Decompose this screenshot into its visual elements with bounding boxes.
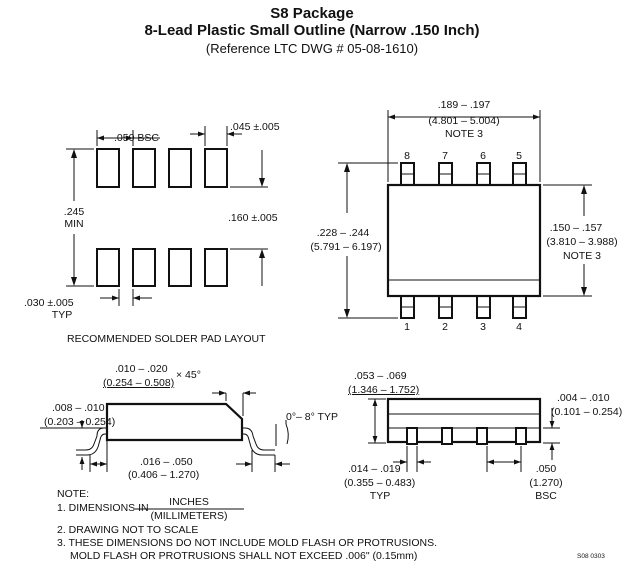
pad-width-label: .045 ±.005 [230,121,280,133]
package-body [388,185,540,296]
pad [169,149,191,187]
pad-pitch-label: .050 BSC [114,132,159,144]
lead-width-mm-label: (0.355 – 0.483) [344,477,416,489]
notes-heading: NOTE: [57,488,90,500]
drawing-code: S08 0303 [577,553,605,560]
reference-drawing: (Reference LTC DWG # 05-08-1610) [205,41,419,56]
page-title: S8 Package [270,5,354,22]
note-3a: 3. THESE DIMENSIONS DO NOT INCLUDE MOLD FLASH OR PROTRUSIONS. [57,537,438,549]
chamfer-angle-label: × 45° [176,369,201,381]
pad [205,149,227,187]
lead [442,428,452,444]
width-in-label: .228 – .244 [316,227,370,239]
chamfer-in-label: .010 – .020 [115,363,168,375]
pin-label: 8 [404,150,410,162]
lead-width-in-label: .014 – .019 [348,463,401,475]
height-mm-label: (1.346 – 1.752) [348,384,420,396]
note-1-numerator: INCHES [169,496,209,508]
pin-label: 6 [480,150,486,162]
pin-label: 2 [442,321,448,333]
pad-gap-label: .030 ±.005 [24,297,74,309]
length-in-label: .189 – .197 [437,99,491,111]
width-mm-label: (5.791 – 6.197) [310,241,382,253]
pad-layout-caption: RECOMMENDED SOLDER PAD LAYOUT [67,333,266,345]
foot-mm-label: (0.406 – 1.270) [128,469,200,481]
chamfer-mm-label: (0.254 – 0.508) [103,377,175,389]
body-width-in-label: .150 – .157 [549,222,603,234]
note-3b: MOLD FLASH OR PROTRUSIONS SHALL NOT EXCEED .006" (0.15mm) [70,550,418,562]
body-width-note: NOTE 3 [563,250,601,262]
height-in-label: .053 – .069 [354,370,407,382]
pad [97,249,119,286]
lead [516,428,526,444]
body-width-mm-label: (3.810 – 3.988) [546,236,618,248]
side-body [107,404,242,440]
pad-gap-typ: TYP [51,309,73,321]
note-1-prefix: 1. DIMENSIONS IN [57,502,149,514]
lead [477,428,487,444]
pad [205,249,227,286]
pad-span-min: MIN [64,218,84,230]
note-2: 2. DRAWING NOT TO SCALE [57,524,199,536]
pad-length-label: .160 ±.005 [228,212,278,224]
lead-width-typ: TYP [369,490,391,502]
standoff-mm-label: (0.101 – 0.254) [551,406,623,418]
pad [97,149,119,187]
pitch-bsc: BSC [535,490,557,502]
lead-thickness-in-label: .008 – .010 [52,402,105,414]
lead-angle-label: 0°– 8° TYP [286,411,338,423]
lead [407,428,417,444]
lead-thickness-mm-label: (0.203 – 0.254) [44,416,116,428]
package-top-view [338,110,592,318]
pitch-in-label: .050 [535,463,557,475]
foot-in-label: .016 – .050 [140,456,193,468]
length-note: NOTE 3 [445,128,483,140]
pin-label: 1 [404,321,410,333]
pad-span-label: .245 [63,206,85,218]
page-subtitle: 8-Lead Plastic Small Outline (Narrow .150 Inch) [144,22,480,39]
pin-label: 3 [480,321,486,333]
pad [133,149,155,187]
pin-label: 4 [516,321,522,333]
length-mm-label: (4.801 – 5.004) [428,115,500,127]
pad [169,249,191,286]
pin-label: 7 [442,150,448,162]
note-1-denominator: (MILLIMETERS) [150,510,228,522]
pin-label: 5 [516,150,522,162]
pitch-mm-label: (1.270) [529,477,563,489]
standoff-in-label: .004 – .010 [557,392,610,404]
pad [133,249,155,286]
side-view-right [368,399,560,472]
